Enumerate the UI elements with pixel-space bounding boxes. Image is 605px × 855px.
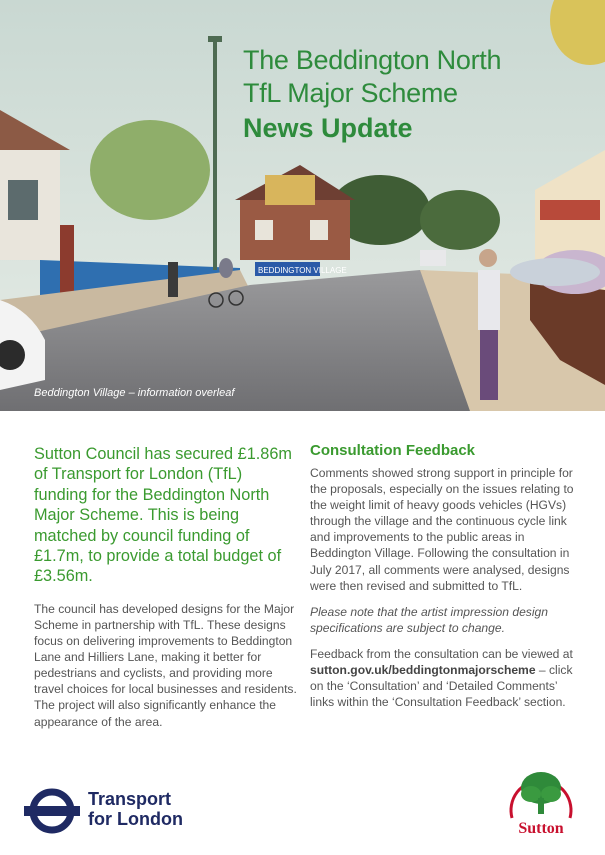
tfl-roundel-icon: [24, 786, 84, 836]
tfl-logo: [24, 786, 224, 836]
right-column: [310, 442, 580, 720]
sutton-tree-icon: [506, 760, 576, 822]
title-line-2: TfL Major Scheme: [243, 78, 458, 108]
lead-paragraph: Sutton Council has secured £1.86m of Transport for London (TfL) funding for the Beddington North Major Scheme. This is being matched by council funding of £1.7m, to provide a total budget of £3.56m.: [34, 445, 292, 586]
feedback-url-link[interactable]: sutton.gov.uk/beddingtonmajorscheme: [310, 663, 536, 678]
design-note: Please note that the artist impression design specifications are subject to change.: [310, 604, 548, 635]
feedback-prefix: Feedback from the consultation can be viewed at: [310, 646, 573, 661]
title-line-3: News Update: [243, 113, 413, 143]
tfl-line-1: Transport: [88, 789, 172, 809]
body-paragraph: The council has developed designs for the Major Scheme in partnership with TfL. These designs focus on delivering improvements to Beddington Lane and Hilliers Lane, making it better for pedestrians and cyclists, and providing more travel choices for local businesses and residents. The project will also significantly enhance the appearance of the area.: [34, 601, 297, 729]
left-column: [34, 444, 299, 730]
feedback-suffix: – click on the ‘Consultation’ and ‘Detailed Comments’ links within the ‘Consultation Feedback’ section.: [310, 663, 573, 710]
title-line-1: The Beddington North: [243, 45, 502, 75]
sutton-label: Sutton: [518, 820, 564, 837]
consultation-paragraph: Comments showed strong support in principle for the proposals, especially on the issues relating to the weight limit of heavy goods vehicles (HGVs) through the village and the continuous cycle link and improvements to the public areas in Beddington Village. Following the consultation in July 2017, all comments were analysed, designs were then revised and submitted to TfL.: [310, 466, 574, 593]
feedback-paragraph: [310, 646, 580, 710]
tfl-line-2: for London: [88, 809, 183, 829]
image-caption: Beddington Village – information overleaf: [34, 387, 235, 399]
banner-text: BEDDINGTON VILLAGE: [258, 266, 347, 275]
page-title: [243, 44, 501, 145]
tfl-wordmark: [88, 789, 183, 829]
consultation-heading: Consultation Feedback: [310, 442, 476, 459]
sutton-logo: [506, 760, 576, 840]
